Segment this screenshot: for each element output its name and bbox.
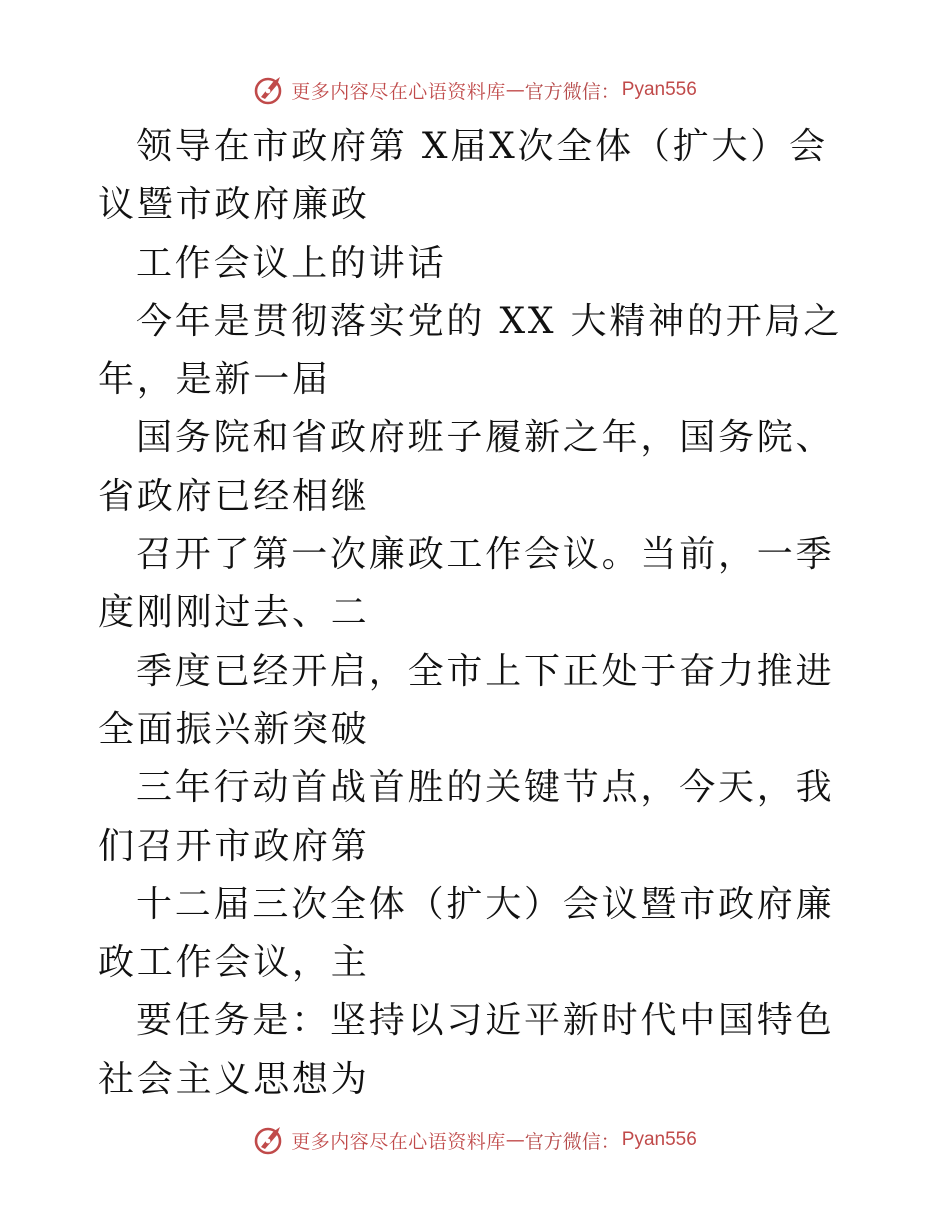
- watermark-colon: ：: [600, 80, 620, 103]
- pen-nib-circle-icon: [253, 1123, 287, 1157]
- watermark-wechat-label: 官方微信: [524, 1130, 601, 1153]
- paragraph-title: 领导在市政府第 X届X次全体（扩大）会议暨市政府廉政: [98, 126, 828, 226]
- paragraph-title-continued: 工作会议上的讲话: [136, 242, 447, 284]
- watermark-wechat-id: Pyan556: [621, 79, 697, 100]
- paragraph: 三年行动首战首胜的关键节点，今天，我们召开市政府第: [98, 767, 835, 867]
- watermark-site-text: 更多内容尽在心语资料库: [291, 1130, 506, 1153]
- paragraph: 今年是贯彻落实党的 XX 大精神的开局之年，是新一届: [98, 300, 843, 401]
- watermark-site-text: 更多内容尽在心语资料库: [291, 80, 506, 103]
- paragraph: 十二届三次全体（扩大）会议暨市政府廉政工作会议，主: [98, 883, 835, 984]
- watermark-dash: —: [505, 79, 525, 101]
- header-watermark: [0, 70, 950, 110]
- paragraph: 季度已经开启，全市上下正处于奋力推进全面振兴新突破: [98, 650, 835, 750]
- paragraph: 召开了第一次廉政工作会议。当前，一季度刚刚过去、二: [98, 534, 835, 634]
- watermark-dash: —: [505, 1129, 525, 1151]
- watermark-wechat-id: Pyan556: [621, 1129, 697, 1150]
- paragraph: 国务院和省政府班子履新之年，国务院、省政府已经相继: [98, 417, 835, 517]
- document-body: [98, 118, 858, 1109]
- watermark-colon: ：: [600, 1130, 620, 1153]
- paragraph: 要任务是：坚持以习近平新时代中国特色社会主义思想为: [98, 1000, 835, 1100]
- watermark-wechat-label: 官方微信: [524, 80, 601, 103]
- footer-watermark: [0, 1120, 950, 1160]
- pen-nib-circle-icon: [253, 73, 287, 107]
